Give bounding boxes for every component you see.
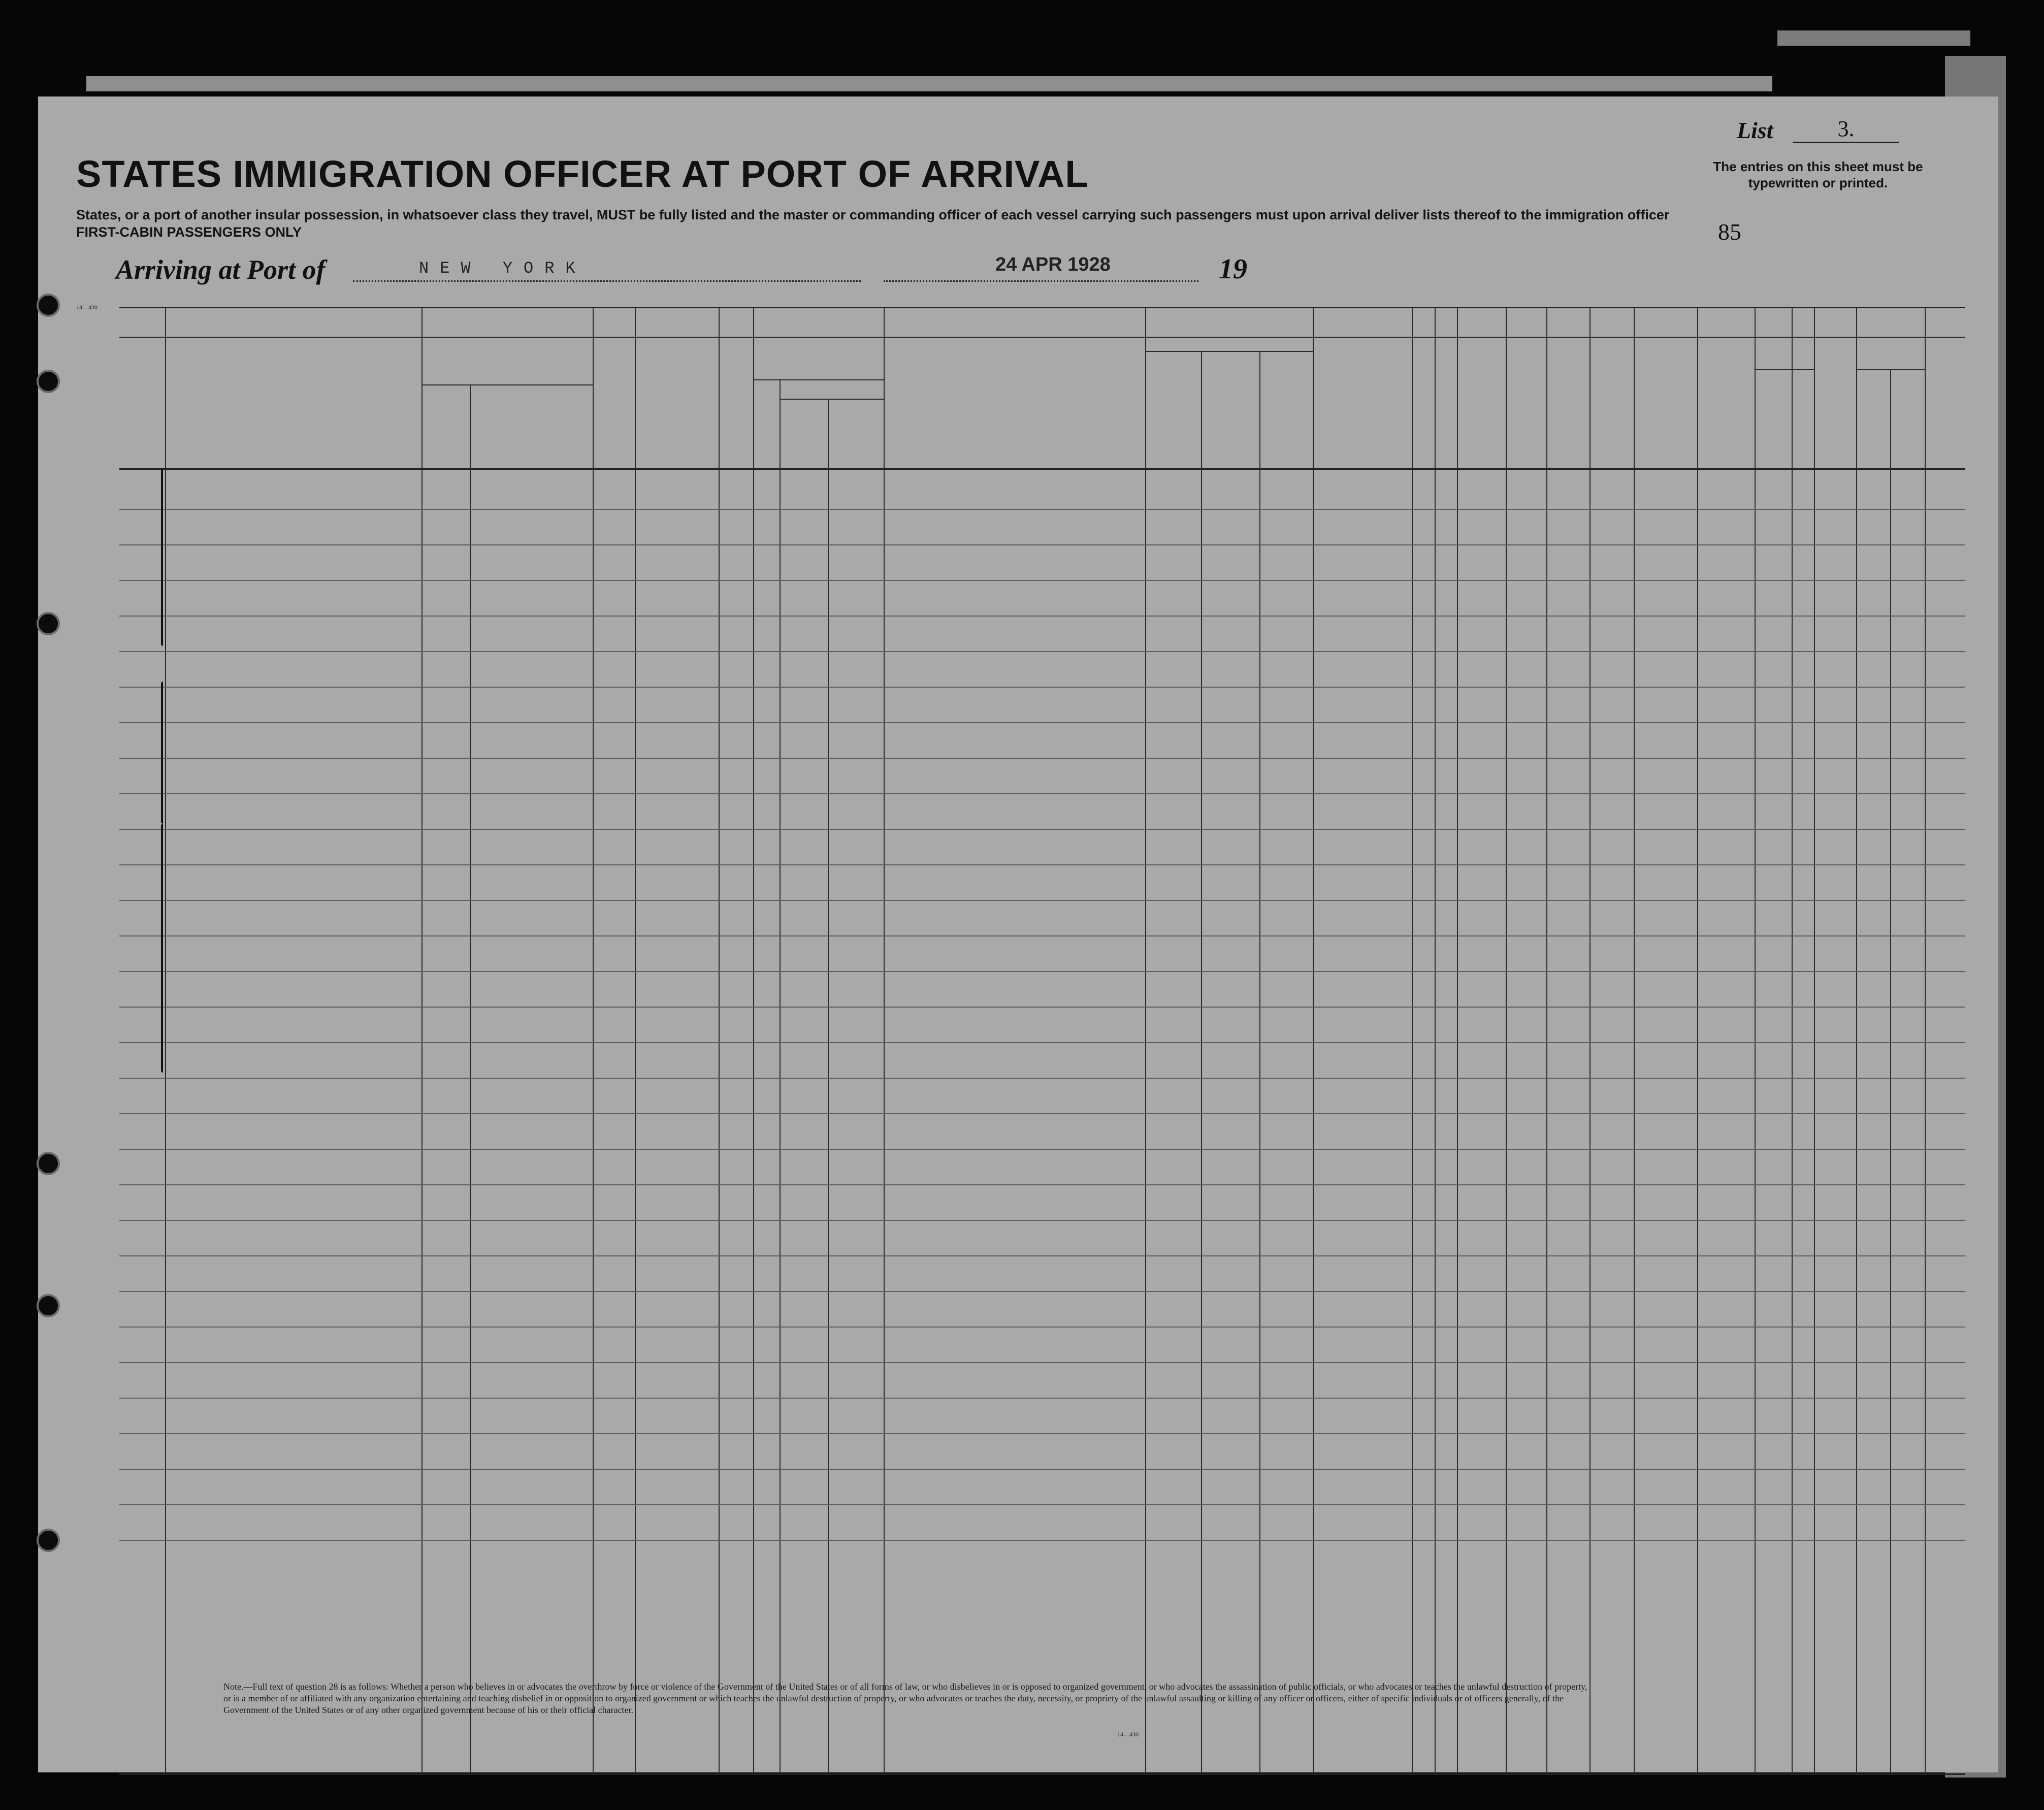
header-state (421, 417, 467, 433)
column-rule (1856, 308, 1857, 1773)
column-rule (1697, 308, 1698, 1773)
footnote: Note.—Full text of question 28 is as follows: Whether a person who believes in or advocates the overthrow by force or violence of the Government of the United States or of all forms of law, or who disbelieves in or is opposed to organized government, or who advocates the assassination of public officials, or who advocates or teaches the unlawful destruction of property, or is a member of or affiliated with any organization entertaining and teaching disbelief in or opposition to organized government or which teaches the unlawful destruction of property, or who advocates or teaches the duty, necessity, or propriety of the unlawful assaulting or killing of any officer or officers, either of specific individuals or of officers generally, of the Government of the United States or of any other organized government because of his or their official character. (223, 1682, 1587, 1715)
header-complexion (1814, 379, 1855, 395)
row-rule (119, 1362, 1965, 1363)
row-rule (119, 580, 1965, 581)
header-inches (1792, 435, 1814, 448)
column-rule (1814, 308, 1815, 1773)
binder-hole (37, 1529, 60, 1552)
date-line (884, 280, 1198, 282)
column-rule (593, 308, 594, 1773)
header-if-yes (780, 383, 884, 396)
header-color-of (1857, 349, 1923, 362)
header-fd-note (424, 365, 590, 375)
column-rule (1435, 308, 1436, 1773)
row-rule (119, 1327, 1965, 1328)
row-rule (119, 1149, 1965, 1150)
row-rule (119, 864, 1965, 865)
column-rule (753, 308, 754, 1773)
column-rule (884, 308, 885, 1773)
column-rule (1457, 308, 1458, 1773)
header-passage-paid (636, 349, 717, 390)
row-rule (119, 793, 1965, 794)
header-hair (1856, 417, 1890, 430)
column-rule (1506, 308, 1507, 1773)
row-rule (119, 1042, 1965, 1043)
column-rule (1145, 308, 1146, 1773)
row-rule (119, 1504, 1965, 1505)
form-number-bottom: 14—430 (1117, 1731, 1139, 1738)
binder-hole (37, 1294, 60, 1317)
header-been-before (755, 341, 882, 379)
header-purpose-return (1146, 354, 1200, 466)
header-no-on-list (119, 379, 165, 425)
column-rule (1259, 351, 1260, 1773)
binder-hole (37, 370, 60, 393)
column-rule (1589, 308, 1591, 1773)
typewritten-note: The entries on this sheet must be typewritten or printed. (1713, 159, 1923, 190)
header-where (829, 417, 883, 433)
row-rule (119, 935, 1965, 936)
list-number: 3. (1793, 116, 1899, 143)
family-brace (161, 682, 163, 824)
row-rule (119, 829, 1965, 830)
column-rule (780, 379, 781, 1773)
column-rule (828, 399, 829, 1773)
page-title: STATES IMMIGRATION OFFICER AT PORT OF ARRIVAL (76, 153, 1089, 195)
sheet-edge (1777, 30, 1970, 46)
row-rule (119, 758, 1965, 759)
column-rule (1412, 308, 1413, 1773)
family-brace (161, 824, 163, 1073)
manifest-table (119, 307, 1965, 1775)
header-rule (1755, 369, 1814, 370)
header-feet (1755, 435, 1792, 448)
header-rule (119, 337, 1965, 338)
column-rule (1755, 308, 1756, 1773)
sheet-number: 85 (1718, 219, 1741, 245)
header-height (1756, 349, 1812, 362)
header-joining (886, 374, 1143, 425)
column-rule (165, 308, 166, 1773)
row-rule (119, 1469, 1965, 1470)
row-rule (119, 1113, 1965, 1114)
row-rule (119, 1398, 1965, 1399)
port-line (353, 280, 861, 282)
header-rule (1145, 351, 1313, 352)
column-rule (470, 384, 471, 1773)
header-q29 (1507, 341, 1545, 465)
column-rule (421, 308, 423, 1773)
header-year-period (781, 407, 826, 443)
row-rule (119, 544, 1965, 545)
row-rule (119, 1433, 1965, 1434)
row-rule (119, 616, 1965, 617)
row-rule (119, 1007, 1965, 1008)
header-rule (780, 399, 884, 400)
row-rule (119, 1078, 1965, 1079)
row-rule (119, 1255, 1965, 1256)
header-passage-note (637, 390, 716, 461)
header-prison (1314, 341, 1410, 465)
header-final-destination (424, 349, 590, 364)
column-rule (1313, 308, 1314, 1773)
list-label: List (1737, 117, 1773, 143)
sheet-edge (86, 76, 1772, 91)
header-money (720, 341, 752, 465)
row-rule (119, 971, 1965, 972)
column-rule (635, 308, 636, 1773)
header-purpose-citizen (1260, 354, 1311, 466)
row-rule (119, 651, 1965, 652)
row-rule (119, 509, 1965, 510)
year-prefix: 19 (1219, 253, 1247, 285)
header-deformed (1699, 359, 1754, 425)
row-rule (119, 687, 1965, 688)
header-rule (753, 379, 884, 380)
header-purpose (1146, 339, 1311, 349)
header-rule (421, 384, 593, 385)
port-name: NEW YORK (419, 259, 587, 278)
header-q30 (1547, 341, 1588, 465)
row-rule (119, 900, 1965, 901)
row-rule (119, 1184, 1965, 1185)
header-yes-no (753, 410, 778, 440)
header-rule (119, 468, 1965, 470)
family-brace (161, 468, 163, 646)
header-city (470, 417, 592, 433)
header-polygamist (1413, 341, 1433, 465)
header-marks (1926, 379, 1965, 410)
row-rule (119, 722, 1965, 723)
column-rule (1792, 308, 1793, 1773)
row-rule (119, 1220, 1965, 1221)
arriving-label: Arriving at Port of (116, 254, 326, 285)
column-rule (1546, 308, 1547, 1773)
header-anarchist (1436, 341, 1456, 465)
header-nearest-relative (175, 384, 411, 435)
row-rule (119, 1291, 1965, 1292)
header-q28 (1458, 341, 1505, 465)
row-rule (119, 1540, 1965, 1541)
header-ticket (594, 341, 632, 465)
column-rule (1201, 351, 1202, 1773)
column-rule (1925, 308, 1926, 1773)
cabin-class: FIRST-CABIN PASSENGERS ONLY (76, 224, 302, 240)
column-rule (1634, 308, 1635, 1773)
binder-hole (37, 612, 60, 635)
header-condition (1635, 359, 1696, 410)
date-stamp: 24 APR 1928 (995, 254, 1111, 275)
page-subtitle: States, or a port of another insular possession, in whatsoever class they travel, MUST be fully listed and the master or commanding officer of each vessel carrying such passengers must upon arrival deliver lists thereof to the immigration officer (76, 207, 1670, 222)
form-number: 14—430 (76, 304, 98, 311)
header-eyes (1890, 417, 1925, 430)
column-rule (719, 308, 720, 1773)
header-purpose-length (1202, 354, 1258, 466)
binder-hole (37, 1152, 60, 1175)
binder-hole (37, 294, 60, 317)
